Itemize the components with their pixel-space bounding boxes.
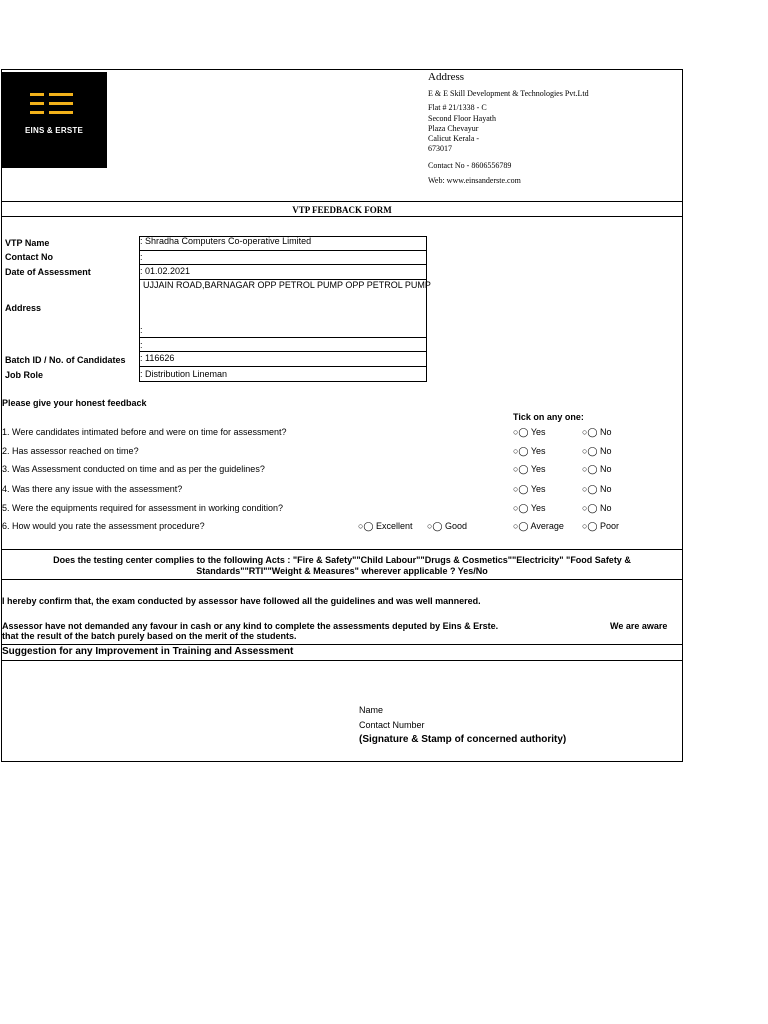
form-title: VTP FEEDBACK FORM — [292, 205, 392, 215]
field-line — [139, 264, 427, 265]
address-field-extra[interactable]: : — [140, 340, 143, 350]
batch-field[interactable]: : 116626 — [140, 353, 175, 363]
declaration-aware: We are aware — [610, 621, 668, 631]
contact-no-field[interactable]: : — [140, 252, 143, 262]
rating-average-radio[interactable]: ○◯ Average — [513, 521, 564, 531]
address-title: Address — [428, 71, 465, 83]
batch-label: Batch ID / No. of Candidates — [5, 355, 126, 365]
q5-yes-radio[interactable]: ○◯ Yes — [513, 503, 546, 513]
suggestion-area[interactable] — [2, 662, 680, 760]
suggestion-title: Suggestion for any Improvement in Training and Assessment — [2, 646, 294, 657]
logo-bar — [30, 102, 44, 105]
declaration-favour: Assessor have not demanded any favour in cash or any kind to complete the assessments deputed by Eins & Erste. — [2, 621, 499, 631]
website: Web: www.einsanderste.com — [428, 176, 521, 185]
q2-no-radio[interactable]: ○◯ No — [582, 446, 612, 456]
divider — [1, 660, 683, 661]
address-field[interactable]: UJJAIN ROAD,BARNAGAR OPP PETROL PUMP OPP PETROL PUMP — [143, 280, 431, 290]
contact-no-label: Contact No — [5, 252, 53, 262]
date-label: Date of Assessment — [5, 267, 91, 277]
rating-good-radio[interactable]: ○◯ Good — [427, 521, 468, 531]
vtp-name-field[interactable]: : Shradha Computers Co-operative Limited — [140, 236, 312, 246]
job-role-label: Job Role — [5, 370, 44, 380]
field-line — [139, 250, 427, 251]
contact-number: Contact No - 8606556789 — [428, 161, 512, 170]
q1-no-radio[interactable]: ○◯ No — [582, 427, 612, 437]
q2-yes-radio[interactable]: ○◯ Yes — [513, 446, 546, 456]
job-role-field[interactable]: : Distribution Lineman — [140, 369, 228, 379]
compliance-question-line-1: Does the testing center complies to the following Acts : "Fire & Safety""Child Labour""Drugs & Cosmetics""Electricity" "Food Safety & — [53, 555, 631, 565]
eins-erste-logo — [1, 72, 107, 168]
logo-bar — [30, 111, 44, 114]
divider — [1, 216, 683, 217]
logo-bar — [49, 111, 73, 114]
q5-no-radio[interactable]: ○◯ No — [582, 503, 612, 513]
logo-bar — [30, 93, 44, 96]
rating-poor-radio[interactable]: ○◯ Poor — [582, 521, 620, 531]
q1-yes-radio[interactable]: ○◯ Yes — [513, 427, 546, 437]
compliance-question-line-2: Standards""RTI""Weight & Measures" wherever applicable ? Yes/No — [196, 566, 488, 576]
address-line: 673017 — [428, 144, 452, 153]
q3-yes-radio[interactable]: ○◯ Yes — [513, 464, 546, 474]
field-line — [139, 351, 427, 352]
question-2: 2. Has assessor reached on time? — [2, 446, 139, 456]
q4-no-radio[interactable]: ○◯ No — [582, 484, 612, 494]
q4-yes-radio[interactable]: ○◯ Yes — [513, 484, 546, 494]
rating-excellent-radio[interactable]: ○◯ Excellent — [358, 521, 413, 531]
logo-text: EINS & ERSTE — [25, 126, 83, 135]
address-line: Plaza Chevayur — [428, 124, 479, 133]
address-line: Second Floor Hayath — [428, 114, 496, 123]
logo-bar — [49, 93, 73, 96]
question-4: 4. Was there any issue with the assessment? — [2, 484, 183, 494]
tick-instruction: Tick on any one: — [513, 412, 584, 422]
field-line — [139, 337, 427, 338]
declaration-merit: that the result of the batch purely based on the merit of the students. — [2, 631, 297, 641]
question-5: 5. Were the equipments required for assessment in working condition? — [2, 503, 283, 513]
divider — [1, 579, 683, 580]
divider — [1, 549, 683, 550]
date-field[interactable]: : 01.02.2021 — [140, 266, 191, 276]
address-line: Calicut Kerala - — [428, 134, 480, 143]
signature-stamp-label: (Signature & Stamp of concerned authority) — [359, 734, 567, 745]
field-line — [139, 366, 427, 367]
address-line: Flat # 21/1338 - C — [428, 103, 487, 112]
declaration-confirm: I hereby confirm that, the exam conducted by assessor have followed all the guidelines and was well mannered. — [2, 596, 481, 606]
divider — [1, 644, 683, 645]
feedback-intro: Please give your honest feedback — [2, 398, 147, 408]
signature-contact-label: Contact Number — [359, 720, 425, 730]
divider — [1, 201, 683, 202]
address-label: Address — [5, 303, 42, 313]
question-6: 6. How would you rate the assessment procedure? — [2, 521, 205, 531]
question-1: 1. Were candidates intimated before and were on time for assessment? — [2, 427, 287, 437]
address-field-extra[interactable]: : — [140, 325, 143, 335]
vtp-details-box — [139, 236, 427, 382]
vtp-name-label: VTP Name — [5, 238, 50, 248]
logo-bar — [49, 102, 73, 105]
signature-name-label: Name — [359, 705, 384, 715]
question-3: 3. Was Assessment conducted on time and as per the guidelines? — [2, 464, 265, 474]
company-name: E & E Skill Development & Technologies Pvt.Ltd — [428, 89, 589, 98]
q3-no-radio[interactable]: ○◯ No — [582, 464, 612, 474]
